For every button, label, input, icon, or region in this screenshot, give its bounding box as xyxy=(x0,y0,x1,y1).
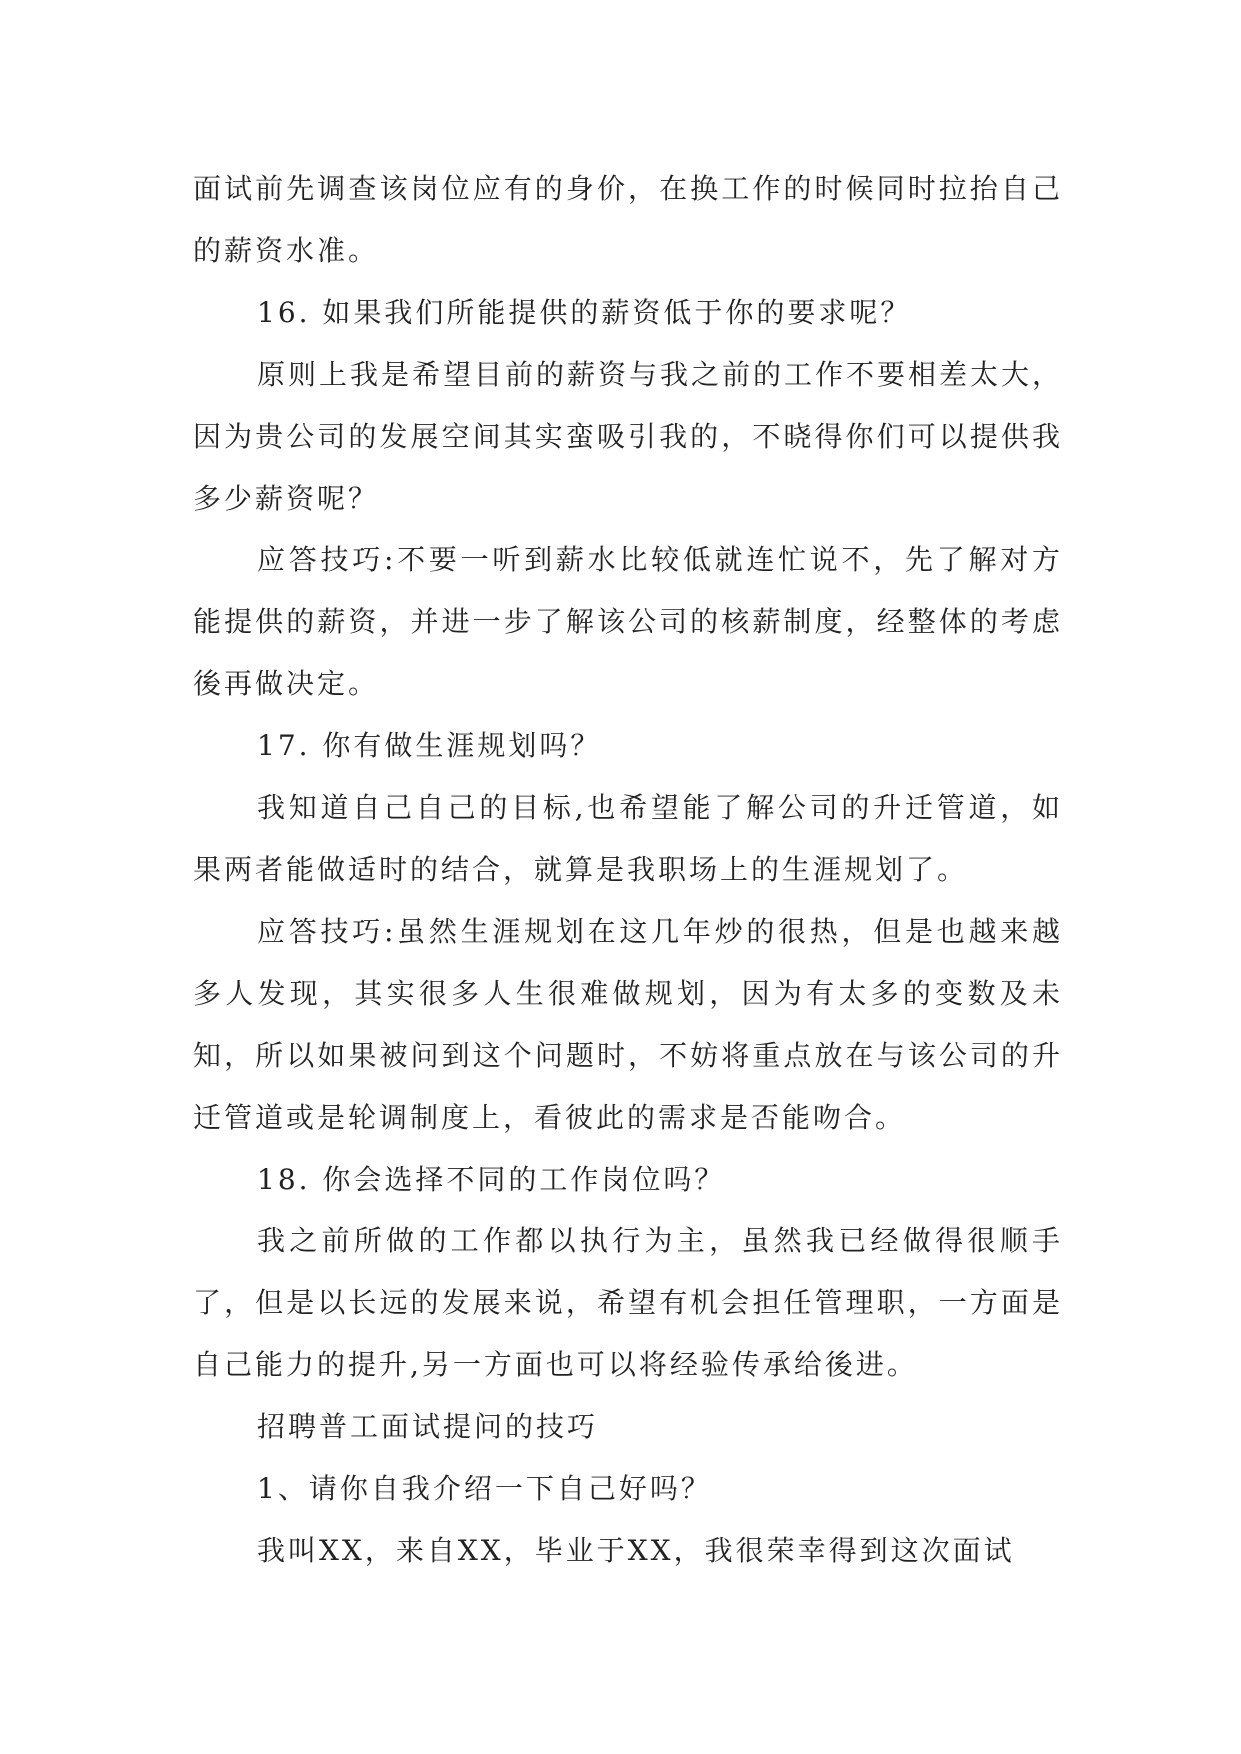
tip-16: 应答技巧:不要一听到薪水比较低就连忙说不，先了解对方能提供的薪资，并进一步了解该公司的核薪制度，经整体的考虑後再做决定。 xyxy=(193,543,1063,701)
paragraph-salary-tip-continued: 面试前先调查该岗位应有的身价，在换工作的时候同时拉抬自己的薪资水准。 xyxy=(193,172,1063,267)
answer-18: 我之前所做的工作都以执行为主，虽然我已经做得很顺手了，但是以长远的发展来说，希望有机会担任管理职，一方面是自己能力的提升,另一方面也可以将经验传承给後进。 xyxy=(193,1224,1063,1382)
question-18: 18. 你会选择不同的工作岗位吗？ xyxy=(257,1162,726,1196)
section-heading: 招聘普工面试提问的技巧 xyxy=(257,1410,599,1444)
answer-16: 原则上我是希望目前的薪资与我之前的工作不要相差太大，因为贵公司的发展空间其实蛮吸引我的，不晓得你们可以提供我多少薪资呢？ xyxy=(193,357,1064,515)
question-16: 16. 如果我们所能提供的薪资低于你的要求呢？ xyxy=(257,295,912,329)
tip-17: 应答技巧:虽然生涯规划在这几年炒的很热，但是也越来越多人发现，其实很多人生很难做规划，因为有太多的变数及未知，所以如果被问到这个问题时，不妨将重点放在与该公司的升迁管道或是轮调制度上，看彼此的需求是否能吻合。 xyxy=(193,914,1063,1134)
answer-1: 我叫XX，来自XX，毕业于XX，我很荣幸得到这次面试 xyxy=(257,1533,1015,1567)
answer-17: 我知道自己自己的目标,也希望能了解公司的升迁管道，如果两者能做适时的结合，就算是我职场上的生涯规划了。 xyxy=(193,791,1063,886)
question-1: 1、请你自我介绍一下自己好吗？ xyxy=(257,1472,712,1506)
question-17: 17. 你有做生涯规划吗？ xyxy=(257,729,602,763)
document-body xyxy=(193,158,1063,1582)
